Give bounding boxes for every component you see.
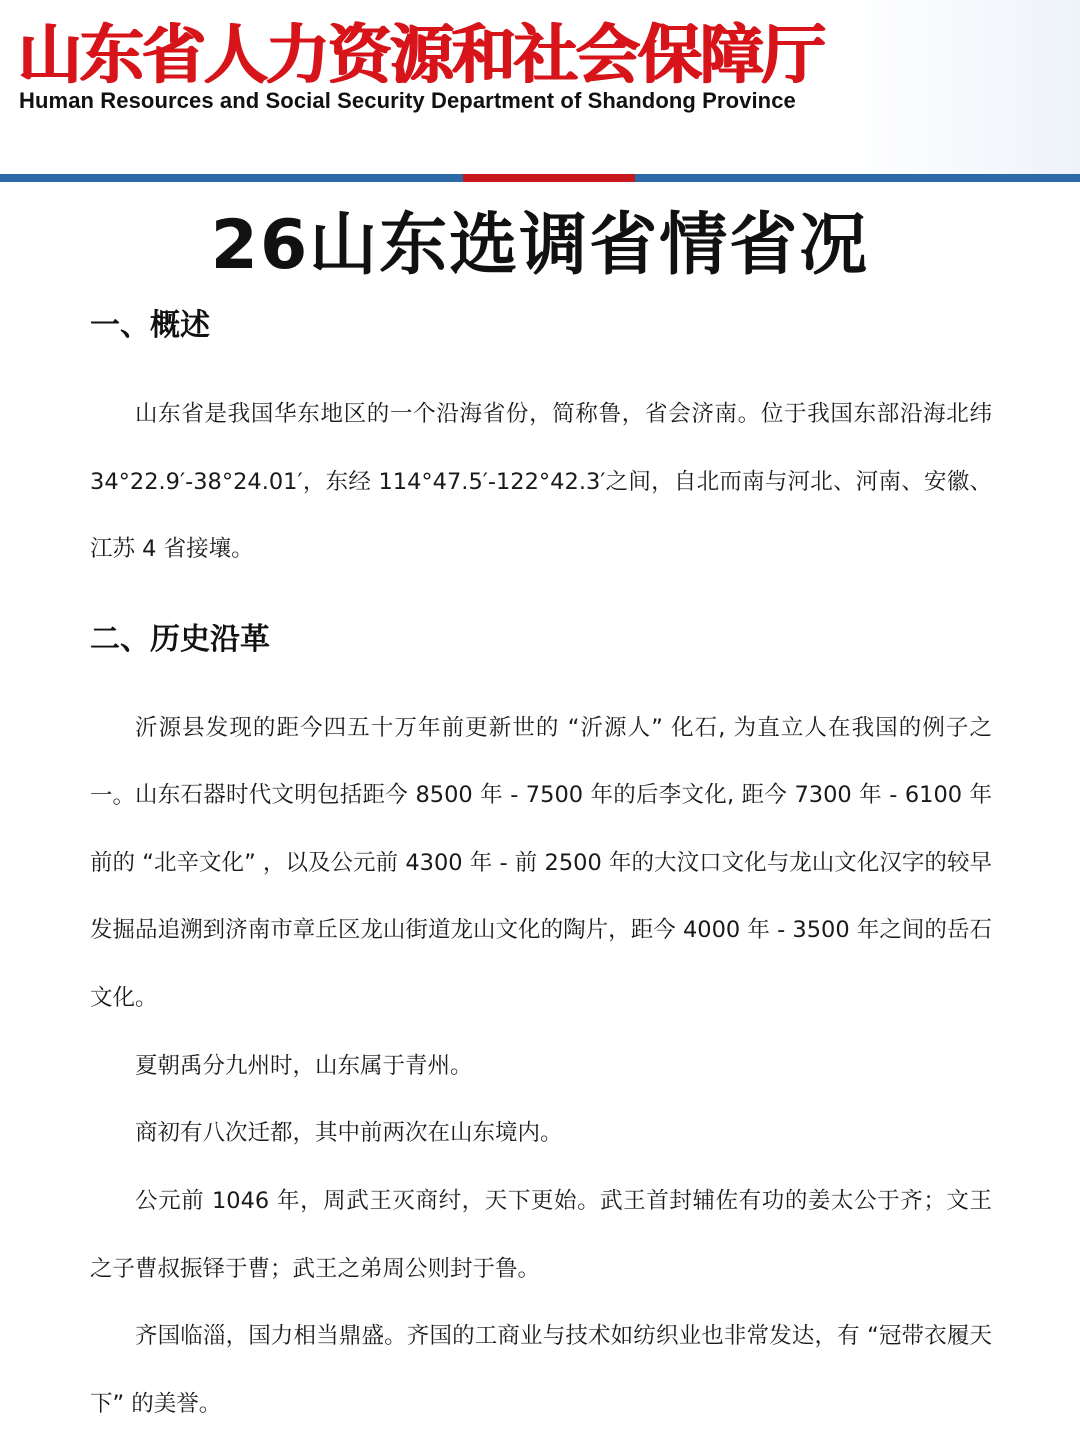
paragraph-history-3: 夏朝禹分九州时，山东属于青州。 [135, 1053, 473, 1079]
header-divider-red-accent [463, 174, 635, 182]
paragraph-history-6: 齐国临淄，国力相当鼎盛。齐国的工商业与技术如纺织业也非常发达，有 “冠带衣履天下” 的美誉。 [90, 1323, 992, 1417]
site-logo-chinese: 山东省人力资源和社会保障厅 [18, 19, 824, 93]
document-title: 26山东选调省情省况 [210, 206, 870, 285]
site-header [0, 0, 1080, 174]
paragraph-history-5: 公元前 1046 年，周武王灭商纣，天下更始。武王首封辅佐有功的姜太公于齐；文王之子曹叔振铎于曹；武王之弟周公则封于鲁。 [90, 1188, 992, 1282]
section-heading-overview: 一、概述 [90, 308, 210, 343]
paragraph-history-2: 山东石器时代文明包括距今 8500 年 - 7500 年的后李文化, 距今 7300 年 - 6100 年前的 “北辛文化” ，以及公元前 4300 年 - 前 2500 年的大汶口文化与龙山文化汉字的较早发掘品追溯到济南市章丘区龙山街道龙山文化的陶片，距今 4000 年 - 3500 年之间的岳石文化。 [90, 782, 992, 1011]
section-heading-history: 二、历史沿革 [90, 622, 270, 657]
site-logo-english: Human Resources and Social Security Department of Shandong Province [19, 88, 796, 113]
paragraph-history-1: 沂源县发现的距今四五十万年前更新世的 “沂源人” 化石, 为直立人在我国的例子之一。 [90, 715, 992, 809]
paragraph-history-4: 商初有八次迁都，其中前两次在山东境内。 [135, 1120, 563, 1146]
paragraph-overview: 山东省是我国华东地区的一个沿海省份，简称鲁，省会济南。位于我国东部沿海北纬34°22.9′-38°24.01′，东经 114°47.5′-122°42.3′之间，自北而南与河北、河南、安徽、江苏 4 省接壤。 [90, 401, 992, 562]
